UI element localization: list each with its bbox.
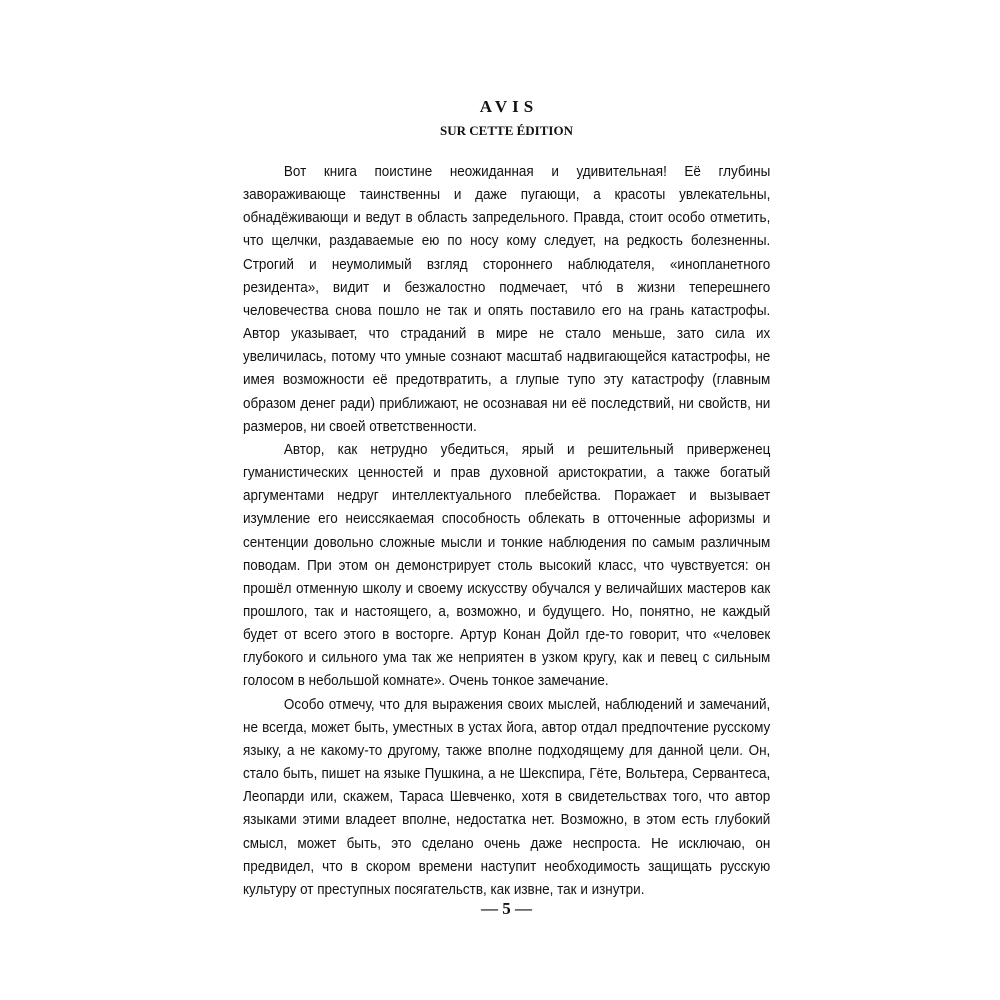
page-content [243,96,770,902]
paragraph: Автор, как нетрудно убедиться, ярый и решительный приверженец гуманистических ценностей и прав духовной аристократии, а также богатый аргументами недруг интеллектуального плебейства. Поражает и вызывает изумление его неиссякаемая способность облекать в отточенные афоризмы и сентенции довольно сложные мысли и тонкие наблюдения по самым различным поводам. При этом он демонстрирует столь высокий класс, что чувствуется: он прошёл отменную школу и своему искусству обучался у величайших мастеров как прошлого, так и настоящего, а, возможно, и будущего. Но, понятно, не каждый будет от всего этого в восторге. Артур Конан Дойл где-то говорит, что «человек глубокого и сильного ума так же неприятен в узком кругу, как и певец с сильным голосом в небольшой комнате». Очень тонкое замечание. [243,441,771,690]
paragraph: Особо отмечу, что для выражения своих мыслей, наблюдений и замечаний, не всегда, может быть, уместных в устах йога, автор отдал предпочтение русскому языку, а не какому-то другому, также вполне подходящему для данной цели. Он, стало быть, пишет на языке Пушкина, а не Шекспира, Гёте, Вольтера, Сервантеса, Леопарди или, скажем, Тараса Шевченко, хотя в свидетельствах того, что автор языками этими владеет вполне, недостатка нет. Возможно, в этом есть глубокий смысл, может быть, это сделано очень даже неспроста. Не исключаю, он предвидел, что в скором времени наступит необходимость защищать русскую культуру от преступных посягательств, как извне, так и изнутри. [243,696,771,898]
page-title: AVIS [479,97,539,116]
page-number: — 5 — [481,899,532,918]
page-subtitle: SUR CETTE ÉDITION [440,123,573,138]
body-text [243,161,770,902]
paragraph: Вот книга поистине неожиданная и удивительная! Её глубины завораживающе таинственны и даже пугающи, а красоты увлекательны, обнадёживающи и ведут в область запредельного. Правда, стоит особо отметить, что щелчки, раздаваемые ею по носу кому следует, на редкость болезненны. Строгий и неумолимый взгляд стороннего наблюдателя, «инопланетного резидента», видит и безжалостно подмечает, чтó в жизни теперешнего человечества снова пошло не так и опять поставило его на грань катастрофы. Автор указывает, что страданий в мире не стало меньше, зато сила их увеличилась, потому что умные сознают масштаб надвигающейся катастрофы, не имея возможности её предотвратить, а глупые тупо эту катастрофу (главным образом денег ради) приближают, не осознавая ни её последствий, ни свойств, ни размеров, ни своей ответственности. [243,164,771,435]
